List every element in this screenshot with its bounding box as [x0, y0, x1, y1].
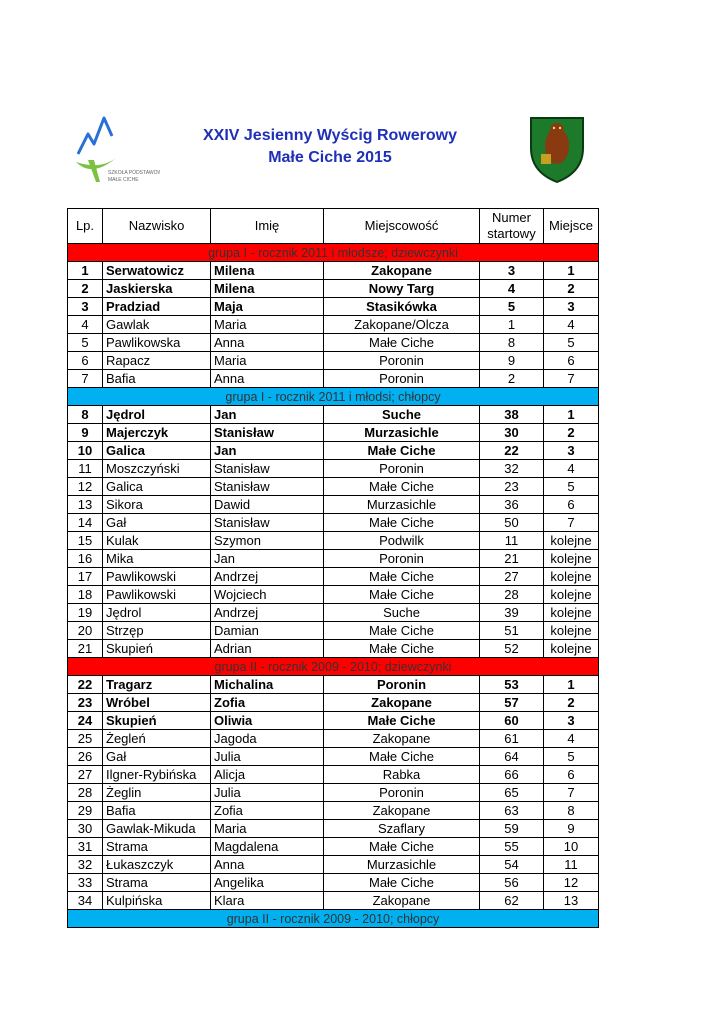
cell-miejscowosc: Małe Ciche	[324, 568, 480, 586]
cell-miejsce: 2	[544, 280, 599, 298]
table-row	[68, 460, 599, 478]
cell-numer: 39	[480, 604, 544, 622]
header-lp: Lp.	[68, 209, 103, 244]
cell-numer: 56	[480, 874, 544, 892]
cell-numer: 61	[480, 730, 544, 748]
table-row	[68, 802, 599, 820]
cell-nazwisko: Gawlak-Mikuda	[103, 820, 211, 838]
cell-nazwisko: Tragarz	[103, 676, 211, 694]
cell-lp: 29	[68, 802, 103, 820]
table-row	[68, 496, 599, 514]
cell-nazwisko: Bafia	[103, 370, 211, 388]
cell-miejscowosc: Suche	[324, 604, 480, 622]
cell-miejsce: 1	[544, 676, 599, 694]
table-row	[68, 280, 599, 298]
cell-numer: 57	[480, 694, 544, 712]
cell-numer: 66	[480, 766, 544, 784]
cell-miejscowosc: Poronin	[324, 676, 480, 694]
title-line-1: XXIV Jesienny Wyścig Rowerowy	[202, 127, 458, 144]
cell-lp: 18	[68, 586, 103, 604]
cell-nazwisko: Żeglin	[103, 784, 211, 802]
cell-miejscowosc: Szaflary	[324, 820, 480, 838]
cell-lp: 6	[68, 352, 103, 370]
table-row	[68, 748, 599, 766]
cell-lp: 20	[68, 622, 103, 640]
table-row	[68, 514, 599, 532]
svg-text:SZKOŁA PODSTAWOWA: SZKOŁA PODSTAWOWA	[108, 170, 160, 176]
cell-miejsce: 6	[544, 352, 599, 370]
coat-of-arms-icon	[527, 112, 587, 184]
cell-miejsce: 2	[544, 424, 599, 442]
cell-miejscowosc: Stasikówka	[324, 298, 480, 316]
cell-lp: 27	[68, 766, 103, 784]
cell-numer: 38	[480, 406, 544, 424]
cell-numer: 22	[480, 442, 544, 460]
group-header-row	[68, 388, 599, 406]
cell-nazwisko: Kulpińska	[103, 892, 211, 910]
cell-miejsce: kolejne	[544, 586, 599, 604]
cell-nazwisko: Skupień	[103, 640, 211, 658]
cell-nazwisko: Bafia	[103, 802, 211, 820]
cell-miejscowosc: Zakopane	[324, 262, 480, 280]
cell-miejscowosc: Zakopane	[324, 892, 480, 910]
cell-nazwisko: Pradziad	[103, 298, 211, 316]
cell-nazwisko: Łukaszczyk	[103, 856, 211, 874]
cell-nazwisko: Pawlikowski	[103, 568, 211, 586]
cell-numer: 23	[480, 478, 544, 496]
group-label: grupa I - rocznik 2011 i młodsi; chłopcy	[68, 388, 599, 406]
cell-miejsce: kolejne	[544, 622, 599, 640]
cell-imie: Jan	[211, 442, 324, 460]
cell-lp: 11	[68, 460, 103, 478]
table-row	[68, 478, 599, 496]
cell-lp: 24	[68, 712, 103, 730]
cell-imie: Klara	[211, 892, 324, 910]
cell-miejscowosc: Zakopane	[324, 730, 480, 748]
cell-imie: Maria	[211, 820, 324, 838]
cell-nazwisko: Jaskierska	[103, 280, 211, 298]
table-body	[68, 244, 599, 928]
cell-imie: Adrian	[211, 640, 324, 658]
cell-nazwisko: Pawlikowska	[103, 334, 211, 352]
cell-imie: Stanisław	[211, 460, 324, 478]
table-row	[68, 370, 599, 388]
cell-numer: 36	[480, 496, 544, 514]
group-header-row	[68, 244, 599, 262]
cell-imie: Jan	[211, 406, 324, 424]
cell-lp: 8	[68, 406, 103, 424]
cell-imie: Oliwia	[211, 712, 324, 730]
cell-numer: 4	[480, 280, 544, 298]
cell-lp: 25	[68, 730, 103, 748]
cell-miejscowosc: Małe Ciche	[324, 748, 480, 766]
cell-miejsce: 3	[544, 442, 599, 460]
table-row	[68, 532, 599, 550]
table-row	[68, 298, 599, 316]
cell-miejsce: kolejne	[544, 640, 599, 658]
cell-lp: 7	[68, 370, 103, 388]
cell-miejsce: kolejne	[544, 604, 599, 622]
cell-miejscowosc: Zakopane	[324, 802, 480, 820]
cell-miejsce: 2	[544, 694, 599, 712]
cell-imie: Dawid	[211, 496, 324, 514]
cell-nazwisko: Moszczyński	[103, 460, 211, 478]
cell-nazwisko: Strama	[103, 838, 211, 856]
header-imie: Imię	[211, 209, 324, 244]
cell-numer: 21	[480, 550, 544, 568]
cell-miejsce: 7	[544, 514, 599, 532]
cell-numer: 27	[480, 568, 544, 586]
cell-miejsce: 6	[544, 496, 599, 514]
cell-numer: 64	[480, 748, 544, 766]
cell-imie: Damian	[211, 622, 324, 640]
cell-lp: 14	[68, 514, 103, 532]
header-numer-startowy	[480, 209, 544, 244]
svg-text:MAŁE CICHE: MAŁE CICHE	[108, 177, 139, 183]
cell-imie: Szymon	[211, 532, 324, 550]
cell-lp: 32	[68, 856, 103, 874]
cell-miejsce: 5	[544, 478, 599, 496]
table-row	[68, 838, 599, 856]
cell-lp: 16	[68, 550, 103, 568]
group-label: grupa II - rocznik 2009 - 2010; chłopcy	[68, 910, 599, 928]
cell-lp: 9	[68, 424, 103, 442]
cell-miejscowosc: Małe Ciche	[324, 586, 480, 604]
table-row	[68, 550, 599, 568]
cell-numer: 32	[480, 460, 544, 478]
cell-nazwisko: Wróbel	[103, 694, 211, 712]
cell-nazwisko: Galica	[103, 442, 211, 460]
table-row	[68, 406, 599, 424]
cell-nazwisko: Serwatowicz	[103, 262, 211, 280]
cell-lp: 22	[68, 676, 103, 694]
cell-numer: 3	[480, 262, 544, 280]
cell-numer: 65	[480, 784, 544, 802]
cell-miejscowosc: Małe Ciche	[324, 838, 480, 856]
cell-numer: 30	[480, 424, 544, 442]
cell-imie: Julia	[211, 784, 324, 802]
table-row	[68, 640, 599, 658]
cell-numer: 55	[480, 838, 544, 856]
cell-lp: 17	[68, 568, 103, 586]
table-row	[68, 676, 599, 694]
cell-lp: 15	[68, 532, 103, 550]
cell-miejscowosc: Małe Ciche	[324, 478, 480, 496]
cell-miejscowosc: Małe Ciche	[324, 334, 480, 352]
cell-miejscowosc: Poronin	[324, 550, 480, 568]
cell-numer: 54	[480, 856, 544, 874]
table-row	[68, 712, 599, 730]
cell-miejscowosc: Murzasichle	[324, 424, 480, 442]
cell-miejscowosc: Małe Ciche	[324, 874, 480, 892]
cell-miejscowosc: Małe Ciche	[324, 514, 480, 532]
cell-miejsce: 4	[544, 460, 599, 478]
table-row	[68, 820, 599, 838]
cell-lp: 34	[68, 892, 103, 910]
results-table	[67, 208, 599, 928]
table-row	[68, 874, 599, 892]
table-row	[68, 622, 599, 640]
cell-miejsce: 8	[544, 802, 599, 820]
cell-imie: Maria	[211, 316, 324, 334]
cell-imie: Stanisław	[211, 514, 324, 532]
table-header-row	[68, 209, 599, 244]
cell-numer: 53	[480, 676, 544, 694]
cell-lp: 12	[68, 478, 103, 496]
cell-miejsce: kolejne	[544, 532, 599, 550]
cell-lp: 28	[68, 784, 103, 802]
cell-imie: Zofia	[211, 802, 324, 820]
cell-miejsce: 10	[544, 838, 599, 856]
title-line-2: Małe Ciche 2015	[268, 149, 392, 166]
cell-nazwisko: Jędrol	[103, 604, 211, 622]
table-row	[68, 586, 599, 604]
cell-miejscowosc: Poronin	[324, 370, 480, 388]
cell-imie: Stanisław	[211, 478, 324, 496]
cell-numer: 2	[480, 370, 544, 388]
cell-miejsce: 9	[544, 820, 599, 838]
cell-miejscowosc: Rabka	[324, 766, 480, 784]
cell-nazwisko: Gał	[103, 748, 211, 766]
cell-nazwisko: Galica	[103, 478, 211, 496]
cell-nazwisko: Jędrol	[103, 406, 211, 424]
cell-imie: Maja	[211, 298, 324, 316]
table-row	[68, 262, 599, 280]
table-row	[68, 730, 599, 748]
cell-numer: 8	[480, 334, 544, 352]
cell-lp: 3	[68, 298, 103, 316]
table-row	[68, 784, 599, 802]
page-title	[160, 125, 500, 169]
cell-miejsce: 6	[544, 766, 599, 784]
cell-nazwisko: Majerczyk	[103, 424, 211, 442]
header-numer-line1: Numer	[491, 210, 531, 225]
cell-imie: Zofia	[211, 694, 324, 712]
cell-miejscowosc: Murzasichle	[324, 856, 480, 874]
cell-imie: Alicja	[211, 766, 324, 784]
table-row	[68, 334, 599, 352]
cell-miejscowosc: Poronin	[324, 460, 480, 478]
group-label: grupa I - rocznik 2011 i młodsze; dziewczynki	[68, 244, 599, 262]
cell-lp: 13	[68, 496, 103, 514]
cell-miejsce: 11	[544, 856, 599, 874]
cell-miejscowosc: Małe Ciche	[324, 640, 480, 658]
cell-imie: Andrzej	[211, 568, 324, 586]
cell-nazwisko: Ilgner-Rybińska	[103, 766, 211, 784]
table-row	[68, 856, 599, 874]
cell-imie: Maria	[211, 352, 324, 370]
cell-imie: Milena	[211, 280, 324, 298]
cell-numer: 52	[480, 640, 544, 658]
cell-miejscowosc: Podwilk	[324, 532, 480, 550]
cell-numer: 63	[480, 802, 544, 820]
cell-miejscowosc: Zakopane	[324, 694, 480, 712]
cell-miejsce: 4	[544, 730, 599, 748]
header-numer-line2: startowy	[487, 226, 536, 241]
cell-miejsce: 3	[544, 712, 599, 730]
cell-imie: Jan	[211, 550, 324, 568]
cell-imie: Stanisław	[211, 424, 324, 442]
cell-imie: Wojciech	[211, 586, 324, 604]
cell-miejsce: 5	[544, 748, 599, 766]
cell-numer: 1	[480, 316, 544, 334]
cell-nazwisko: Pawlikowski	[103, 586, 211, 604]
cell-lp: 10	[68, 442, 103, 460]
header-miejscowosc: Miejscowość	[324, 209, 480, 244]
cell-imie: Anna	[211, 370, 324, 388]
cell-imie: Magdalena	[211, 838, 324, 856]
cell-numer: 60	[480, 712, 544, 730]
cell-numer: 28	[480, 586, 544, 604]
cell-imie: Michalina	[211, 676, 324, 694]
group-label: grupa II - rocznik 2009 - 2010; dziewczynki	[68, 658, 599, 676]
cell-lp: 4	[68, 316, 103, 334]
cell-numer: 59	[480, 820, 544, 838]
cell-miejsce: 1	[544, 406, 599, 424]
cell-lp: 5	[68, 334, 103, 352]
cell-miejsce: 3	[544, 298, 599, 316]
cell-lp: 2	[68, 280, 103, 298]
cell-imie: Andrzej	[211, 604, 324, 622]
cell-imie: Jagoda	[211, 730, 324, 748]
cell-nazwisko: Strama	[103, 874, 211, 892]
cell-numer: 51	[480, 622, 544, 640]
cell-lp: 30	[68, 820, 103, 838]
cell-miejsce: 13	[544, 892, 599, 910]
header-miejsce: Miejsce	[544, 209, 599, 244]
school-logo	[70, 112, 160, 188]
cell-imie: Angelika	[211, 874, 324, 892]
cell-miejsce: 7	[544, 370, 599, 388]
cell-nazwisko: Żegleń	[103, 730, 211, 748]
cell-nazwisko: Kulak	[103, 532, 211, 550]
cell-miejsce: 4	[544, 316, 599, 334]
cell-miejsce: kolejne	[544, 568, 599, 586]
table-row	[68, 694, 599, 712]
cell-lp: 23	[68, 694, 103, 712]
cell-lp: 26	[68, 748, 103, 766]
group-header-row	[68, 658, 599, 676]
cell-numer: 62	[480, 892, 544, 910]
cell-nazwisko: Gawlak	[103, 316, 211, 334]
cell-imie: Julia	[211, 748, 324, 766]
cell-numer: 50	[480, 514, 544, 532]
cell-miejscowosc: Małe Ciche	[324, 622, 480, 640]
cell-imie: Anna	[211, 334, 324, 352]
cell-lp: 21	[68, 640, 103, 658]
cell-miejsce: 5	[544, 334, 599, 352]
cell-imie: Milena	[211, 262, 324, 280]
cell-miejsce: 12	[544, 874, 599, 892]
table-row	[68, 424, 599, 442]
cell-lp: 19	[68, 604, 103, 622]
table-row	[68, 316, 599, 334]
cell-miejscowosc: Poronin	[324, 784, 480, 802]
header-nazwisko: Nazwisko	[103, 209, 211, 244]
cell-miejscowosc: Zakopane/Olcza	[324, 316, 480, 334]
table-row	[68, 766, 599, 784]
table-row	[68, 892, 599, 910]
cell-numer: 9	[480, 352, 544, 370]
cell-nazwisko: Gał	[103, 514, 211, 532]
cell-miejsce: 1	[544, 262, 599, 280]
cell-lp: 1	[68, 262, 103, 280]
cell-miejsce: kolejne	[544, 550, 599, 568]
cell-nazwisko: Sikora	[103, 496, 211, 514]
group-header-row	[68, 910, 599, 928]
cell-numer: 11	[480, 532, 544, 550]
cell-lp: 33	[68, 874, 103, 892]
cell-miejscowosc: Małe Ciche	[324, 442, 480, 460]
table-row	[68, 604, 599, 622]
cell-miejscowosc: Nowy Targ	[324, 280, 480, 298]
table-row	[68, 442, 599, 460]
cell-imie: Anna	[211, 856, 324, 874]
cell-nazwisko: Strzęp	[103, 622, 211, 640]
cell-miejscowosc: Murzasichle	[324, 496, 480, 514]
cell-lp: 31	[68, 838, 103, 856]
cell-nazwisko: Rapacz	[103, 352, 211, 370]
table-row	[68, 352, 599, 370]
cell-miejscowosc: Małe Ciche	[324, 712, 480, 730]
cell-miejscowosc: Poronin	[324, 352, 480, 370]
cell-nazwisko: Mika	[103, 550, 211, 568]
cell-miejsce: 7	[544, 784, 599, 802]
table-row	[68, 568, 599, 586]
cell-miejscowosc: Suche	[324, 406, 480, 424]
cell-numer: 5	[480, 298, 544, 316]
cell-nazwisko: Skupień	[103, 712, 211, 730]
